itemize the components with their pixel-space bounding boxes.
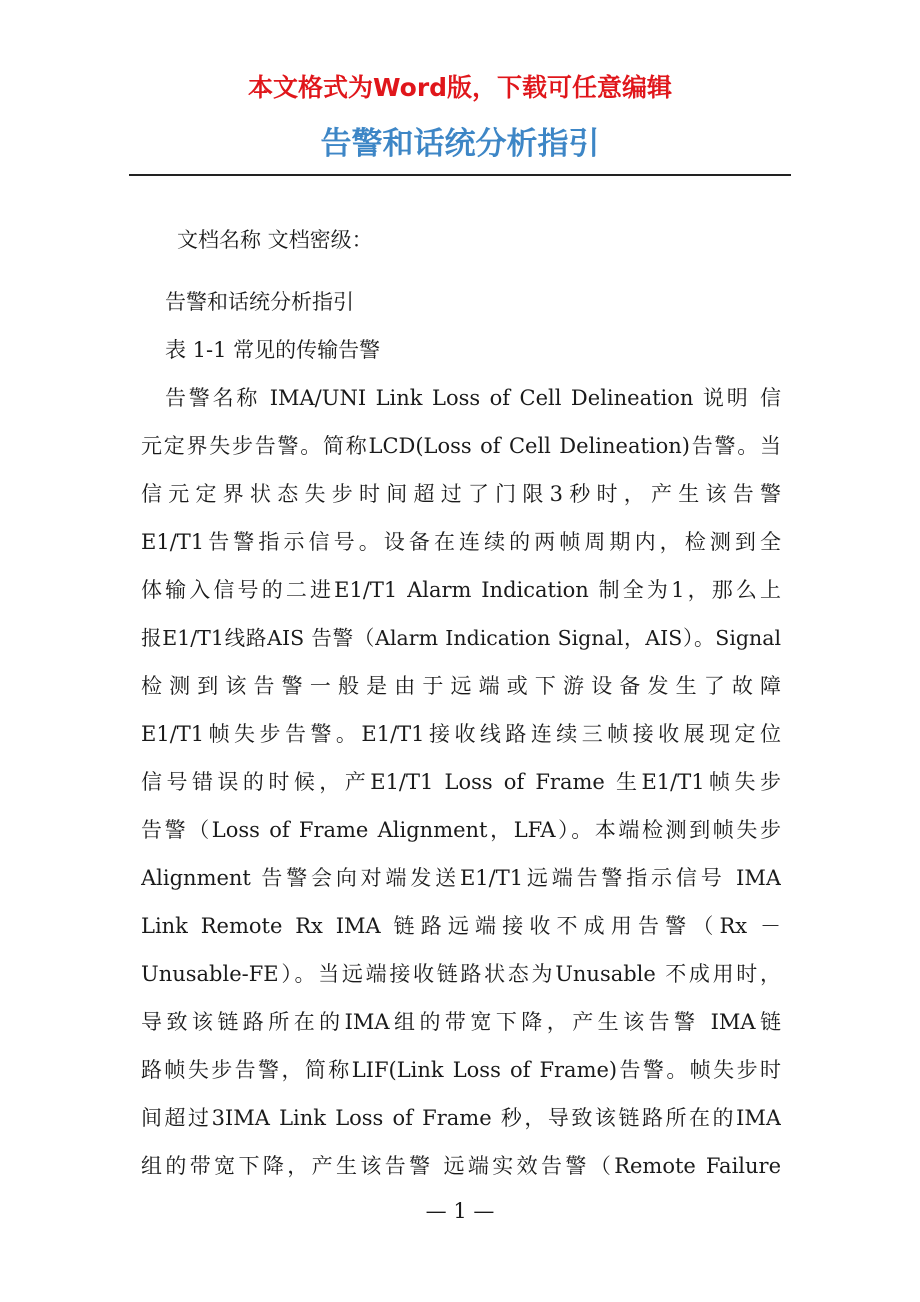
page-number: — 1 — — [425, 1199, 495, 1223]
body-line: 导致该链路所在的IMA组的带宽下降，产生该告警 IMA链 — [141, 1010, 781, 1034]
body-line: 组的带宽下降，产生该告警 远端实效告警（Remote Failure — [141, 1154, 781, 1178]
body-line: 告警名称 IMA/UNI Link Loss of Cell Delineation 说明 信 — [165, 386, 781, 410]
document-title: 告警和话统分析指引 — [320, 126, 600, 162]
body-line: 信元定界状态失步时间超过了门限3秒时，产生该告警 — [141, 482, 781, 506]
download-banner: 本文格式为Word版，下载可任意编辑 — [247, 73, 673, 102]
body-line: 路帧失步告警，简称LIF(Link Loss of Frame)告警。帧失步时 — [141, 1058, 781, 1082]
body-line: E1/T1告警指示信号。设备在连续的两帧周期内，检测到全 — [141, 530, 781, 554]
body-line: 检测到该告警一般是由于远端或下游设备发生了故障 — [141, 674, 781, 698]
title-divider — [129, 174, 791, 176]
body-line: Alignment 告警会向对端发送E1/T1远端告警指示信号 IMA — [141, 866, 781, 890]
body-line: 告警（Loss of Frame Alignment，LFA）。本端检测到帧失步 — [141, 818, 781, 842]
body-line: 报E1/T1线路AIS 告警（Alarm Indication Signal，AIS）。Signal — [141, 626, 781, 650]
body-line: 体输入信号的二进E1/T1 Alarm Indication 制全为1，那么上 — [141, 578, 781, 602]
body-line: Link Remote Rx IMA 链路远端接收不成用告警（Rx － — [141, 914, 781, 938]
body-line: 告警和话统分析指引 — [165, 290, 354, 314]
body-line: 信号错误的时候，产E1/T1 Loss of Frame 生E1/T1帧失步 — [141, 770, 781, 794]
table-caption: 表 1-1 常见的传输告警 — [165, 338, 381, 362]
body-line: Unusable-FE）。当远端接收链路状态为Unusable 不成用时， — [141, 962, 781, 986]
body-line: E1/T1帧失步告警。E1/T1接收线路连续三帧接收展现定位 — [141, 722, 781, 746]
body-line: 元定界失步告警。简称LCD(Loss of Cell Delineation)告警。当 — [141, 434, 781, 458]
body-line: 间超过3IMA Link Loss of Frame 秒，导致该链路所在的IMA — [141, 1106, 781, 1130]
doc-meta-line: 文档名称 文档密级： — [177, 228, 373, 252]
